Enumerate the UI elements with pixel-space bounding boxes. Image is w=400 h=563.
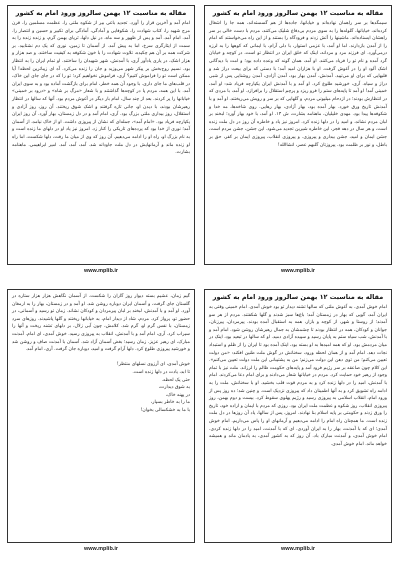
article-page-3 — [204, 289, 392, 543]
page-title: مقاله به مناسبت ۱۲ بهمن سالروز ورود امام به کشور — [212, 9, 384, 17]
article-body: امام خوش آمدی. به آغوش ملتی که سالها تشنه دیدار تو بود خوش آمدی. امام خمینی وقتی به ایران آمد، گویی که بهار در زمستان آمد؛ باغ‌ها سبز شدند و گلها شکفتند. مردم از هر سو آمدند؛ از روستا و شهر، از کوچه و بازار، همه به استقبال آمده بودند. پیرمردان، پیرزنان، جوانان و کودکان، همه در انتظار بودند تا چشمشان به جمال رهبرشان روشن شود. امام آمد و با آمدنش، شب سیاه ستم به پایان رسید و سپیده آزادی دمید. او که سالها در تبعید بود، اینک در میان مردمش بود. او که همه امیدها به او بسته بود، اینک آمده بود تا ایران را از ظلم و استبداد نجات دهد. امام آمد و از همان لحظه ورود، سخنانش در گوش ملت طنین افکند: «من دولت تعیین می‌کنم؛ من توی دهن این دولت می‌زنم؛ من به پشتیبانی این ملت دولت تعیین می‌کنم». این کلام چون صاعقه بر سر رژیم فرود آمد و پایه‌های حکومت ظالم را لرزاند. ملت نیز با تمام وجود از رهبر خود حمایت کرد. مردم در خیابانها شعار می‌دادند و برای امام دعا می‌کردند. امام با آمدنش، امید را در دلها زنده کرد و به مردم قوت قلب بخشید. او با سخنانش، ملت را به ادامه راه تشویق کرد و به آنها اطمینان داد که پیروزی نزدیک است. و چنین شد؛ ده روز پس از ورود امام، انقلاب اسلامی به پیروزی رسید و رژیم پهلوی سقوط کرد. بیست و دوم بهمن، روز پیروزی انقلاب، روز شکوه و عظمت ملت ایران بود. روزی که مردم با ایمان و اراده خود، تاریخ را ورق زدند و حکومتی بر پایه اسلام بنا نهادند. امروز، پس از سالها، یاد آن روزها در دل ملت زنده است. ما همچنان راه امام را ادامه می‌دهیم و آرمانهای او را پاس می‌داریم. امام خوش آمدی؛ ای که با آمدنت، بهار را به ایران آوردی. ای که با آمدنت، امید را در دلها زنده کردی. امام خوش آمدی، و آمدنت مبارک باد. آن روز که به کشور آمدی، به یادمان ماند و همیشه خواهد ماند. امام خوش آمدی. — [209, 305, 387, 447]
page-title: مقاله به مناسبت ۱۲ بهمن سالروز ورود امام به کشور — [15, 9, 187, 17]
site-url-link[interactable]: www.mplib.ir — [83, 546, 119, 552]
site-url-link[interactable]: www.mplib.ir — [280, 268, 316, 274]
site-url-link[interactable]: www.mplib.ir — [83, 268, 119, 274]
article-page-4 — [7, 289, 195, 543]
page-title: مقاله به مناسبت ۱۲ بهمن سالروز ورود امام به کشور — [212, 293, 384, 301]
article-page-1 — [204, 5, 392, 265]
article-body: امام آمد و آخرین قرار را آورد. تجدید باغی بیر از شکوه ملتی را، عظمت مسلمین را، قرن مرج شهید را، کتاب شهادت را، شکوفایی و آمادگی، آمادگی برای تکبیر و حسین و انتصار را. آمد. امام آمد. آمد و پس از ظهور و سه ماه، در نیل دلها، ثریای بهمن گرم، و زنده زنده را به سمت از ایثارگری سرخ، اما به پیش آمد. از آسمان تا زمین، نوری که یک دم نشتابید. بر شرکت همه بر آن هم چکیده، تلاوت شهادت را با خون شکوفه به کیفیت ساختند. و صد هزار و هزار اشک، در یاری یادآور آری، با آمدنش، شهر شهیدان را ساختند. او تمام ایران را به انتظار بود. نسیم روح‌بخش بر پیکر شهر می‌وزید و جان را زنده می‌کرد. آه ای زیباترین لحظه! آیا ممکن است تو را فراموش کنیم؟ آری، فراموش نخواهیم کرد؛ تو را که در جای جای این خاک، در قلب‌های ما جای داری. با وجود آن همه خطر، امام برای بازگشت آماده بود و به سوی ایران آمد. با این همه، مردم پا در کوچه‌ها گذاشتند و با شعار «مرگ بر شاه» و «درود بر خمینی» خیابانها را پر کردند. بعد از چند سال، امام بار دیگر در آغوش مردم بود. آنها که سالها در انتظار رهبرشان بودند، با دیدن او، جانی تازه گرفتند و اشک شوق ریختند. آن روز، روز آزادی و استقلال، روز بیداری ملتی بزرگ بود. آری، امام آمد و در دل زمستان، بهار آورد. آن روز ایران یکپارچه فریاد بود. «امام آمد»، جمله‌ای که نشان از پیروزی داشت. او از خاک نیامد، از آسمان آمد؛ نوری از خدا بود که پرده‌های تاریکی را کنار زد. امروز نیز یاد او در دلهای ما زنده است و به نام بزرگ او، راه او را ادامه می‌دهیم. آن روز که وی از میان ما رفت، دلها شکست، اما راه او زنده ماند و آرمانهایش در دل ملت جاودانه شد. آمد، آمد، آمد. امیر ابراهیمی. ماهنامه بشارت. — [12, 21, 190, 156]
article-body: سیمگدها بر سر راهمان نهاده‌اند و خیابانها، جاده‌ها از هم گسسته‌اند، همه جا را اشغال کرده‌اند، خیابانها، گلوله‌ها را به سوی مردم بی‌دفاع شلیک می‌کنند، مردم با دست خالی بر سر راهشان ایستاده‌اند. ماشینها را آتش زدند و فرودگاه را بستند و از این راه می‌خواستند که امام را از آمدن بازدارند. اما او آمد، با عزمی استوار، با دلی آرام، با ایمانی که کوهها را به لرزه درمی‌آورد. ای فرزند مرد و مردانه، اینک که خلق ایران در انتظار تو است، در کوچه و خیابان گرد آمده و نام تو را فریاد می‌کنند. او آمد، همان گونه که وعده داده بود؛ و امت با دیدگانی اشک آلود او را در آغوش گرفت. او با هزاران امید آمد؛ با دستی که برای بیعت دراز شد و قلبهایی که برای او می‌تپید. آمدنش، آمدن بهار بود، آمدن آزادی، آمدن روشنایی پس از شبی دراز و سیاه. آری، خورشید طلوع کرد. او آمد و با آمدنش ایران یکپارچه فریاد شد: او آمد، خمینی آمد! او آمد تا پایه‌های ستم را فرو ریزد و پرچم استقلال را برافرازد. او آمد، با مردی که در انتظارش بودند؛ در ازدحام میلیونی مردم، و گلهایی که بر سر و رویش می‌ریختند. او آمد و با آمدنش تاریخ ورق خورد. بهار آمده بود، بهار آزادی، بهار رهایی. روی شاخه‌ها، مه خدا و شکوفه‌ها پیدا بود. مهدی خلیلیان، ماهنامه بشارت، ش ۱۳. او آمد، با خود بهار آورد؛ لبخند بر لبان مردم نشاند، و امید را در دلها زنده کرد. امروز نیز یاد و خاطره آن روز در دل ملت زنده است، و هر سال در دهه فجر، این خاطره شیرین تجدید می‌شود. این جشن، جشن مردم است، جشن ایمان و امید، جشن بیداری و پیروزی. و پیروزی انقلاب، پیروزی ایمان بر کفر، حق بر باطل، و نور بر ظلمت بود. پیروزتان گلبهم عصر، انشاالله! — [209, 21, 387, 148]
site-url-link[interactable]: www.mplib.ir — [280, 546, 316, 552]
article-body: گیم زمان، عشیم بسته دیوار روز گاران را شکست. از آسمان نگاهش هزار هزار ستاره در گلستان جای گرفت، و آسمان ایران دوباره روشن شد. او آمد و در زمستان، بهار را به ارمغان آورد. او آمد و با آمدنش، لبخند بر لبان پیرمردان و کودکان نشاند. زمان تو رسید و آسمانی، در حضور تو، پرواز کرد. مردم، شاد از دیدار امام، به خیابانها ریختند و گلها پاشیدند. روزهای سرد زمستان، با نفس گرم او، گرم شد. کلامش، چون آبی زلال، بر دلهای تشنه ریخت و آنها را سیراب کرد. آری، امام آمد و با آمدنش، انقلاب به پیروزی رسید. خوش آمدی، ای امام. آمدنت مبارک، ای رهبر عزیز. زمان رسید؛ بغض آسمان آزاد شد. آسمان با آمدنت صاف و روشن شد و خورشید پیروزی طلوع کرد. دلها آرام گرفت و امید، دوباره جان گرفت. آری، امام آمد. خوش آمدی، ای آرزوی نسلهای منتظر! تا ابد، یادت در دلها زنده است. حتی یک لحظه. به شوق دیدارت، در پهنه خاک، ما را به خاطر بسپار، با ما به خشکسالی بخوان! — [12, 294, 190, 413]
article-page-2 — [7, 5, 195, 265]
